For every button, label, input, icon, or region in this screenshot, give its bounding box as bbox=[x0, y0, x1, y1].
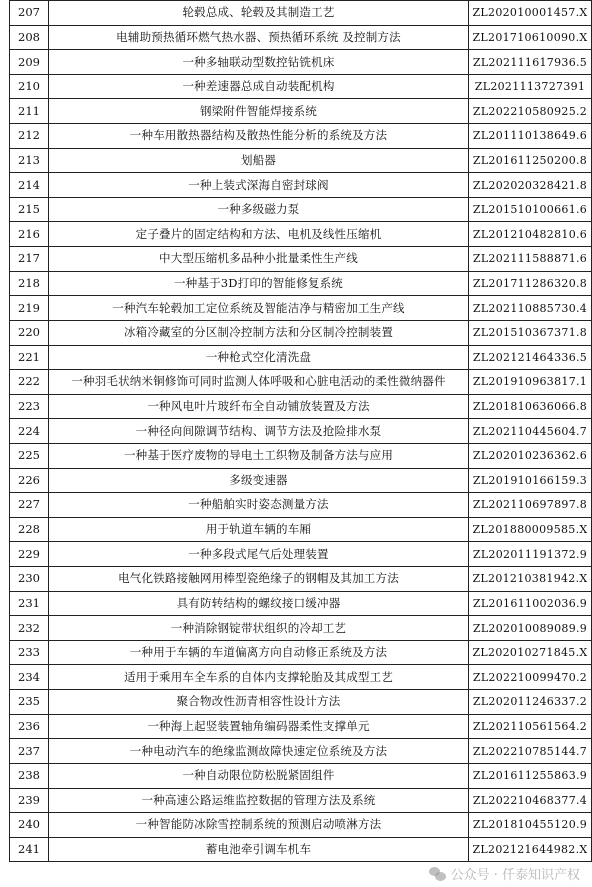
row-number: 231 bbox=[10, 591, 49, 616]
table-row bbox=[10, 690, 592, 715]
row-number: 224 bbox=[10, 419, 49, 444]
patent-title: 蓄电池牵引调车机车 bbox=[49, 837, 469, 862]
patent-title: 一种船舶实时姿态测量方法 bbox=[49, 493, 469, 518]
row-number: 207 bbox=[10, 1, 49, 26]
table-row bbox=[10, 640, 592, 665]
patent-title: 一种多级磁力泵 bbox=[49, 197, 469, 222]
patent-number: ZL201611002036.9 bbox=[469, 591, 592, 616]
table-row bbox=[10, 50, 592, 75]
patent-number: ZL202020328421.8 bbox=[469, 173, 592, 198]
row-number: 220 bbox=[10, 320, 49, 345]
table-row bbox=[10, 99, 592, 124]
patent-title: 定子叠片的固定结构和方法、电机及线性压缩机 bbox=[49, 222, 469, 247]
watermark bbox=[429, 864, 580, 883]
table-row bbox=[10, 320, 592, 345]
patent-number: ZL201611250200.8 bbox=[469, 148, 592, 173]
patent-number: ZL201510100661.6 bbox=[469, 197, 592, 222]
patent-title: 一种多轴联动型数控钻铣机床 bbox=[49, 50, 469, 75]
patent-title: 一种风电叶片玻纤布全自动铺放装置及方法 bbox=[49, 394, 469, 419]
row-number: 241 bbox=[10, 837, 49, 862]
row-number: 232 bbox=[10, 616, 49, 641]
row-number: 222 bbox=[10, 370, 49, 395]
patent-number: ZL201910166159.3 bbox=[469, 468, 592, 493]
patent-title: 一种上装式深海自密封球阀 bbox=[49, 173, 469, 198]
patent-title: 一种高速公路运维监控数据的管理方法及系统 bbox=[49, 788, 469, 813]
patent-title: 划船器 bbox=[49, 148, 469, 173]
patent-number: ZL202121644982.X bbox=[469, 837, 592, 862]
patent-title: 一种电动汽车的绝缘监测故障快速定位系统及方法 bbox=[49, 739, 469, 764]
table-row bbox=[10, 665, 592, 690]
row-number: 210 bbox=[10, 74, 49, 99]
patent-number: ZL202210785144.7 bbox=[469, 739, 592, 764]
patent-title: 一种自动限位防松脱紧固组件 bbox=[49, 763, 469, 788]
table-row bbox=[10, 493, 592, 518]
row-number: 239 bbox=[10, 788, 49, 813]
row-number: 211 bbox=[10, 99, 49, 124]
patent-title: 轮毂总成、轮毂及其制造工艺 bbox=[49, 1, 469, 26]
wechat-icon bbox=[429, 867, 446, 881]
patent-number: ZL201210482810.6 bbox=[469, 222, 592, 247]
patent-title: 聚合物改性沥青相容性设计方法 bbox=[49, 690, 469, 715]
patent-title: 一种多段式尾气后处理装置 bbox=[49, 542, 469, 567]
row-number: 230 bbox=[10, 567, 49, 592]
table-row bbox=[10, 837, 592, 862]
patent-title: 一种海上起竖装置轴角编码器柔性支撑单元 bbox=[49, 714, 469, 739]
patent-title: 一种消除钢锭带状组织的冷却工艺 bbox=[49, 616, 469, 641]
patent-title: 具有防转结构的螺纹接口缓冲器 bbox=[49, 591, 469, 616]
patent-number: ZL202210468377.4 bbox=[469, 788, 592, 813]
row-number: 236 bbox=[10, 714, 49, 739]
table-row bbox=[10, 25, 592, 50]
patent-number: ZL202110561564.2 bbox=[469, 714, 592, 739]
patent-number: ZL202210099470.2 bbox=[469, 665, 592, 690]
table-row bbox=[10, 197, 592, 222]
row-number: 221 bbox=[10, 345, 49, 370]
table-row bbox=[10, 714, 592, 739]
table-row bbox=[10, 763, 592, 788]
table-row bbox=[10, 74, 592, 99]
table-row bbox=[10, 124, 592, 149]
row-number: 238 bbox=[10, 763, 49, 788]
patent-number: ZL202010271845.X bbox=[469, 640, 592, 665]
patent-number: ZL201810636066.8 bbox=[469, 394, 592, 419]
patent-number: ZL202210580925.2 bbox=[469, 99, 592, 124]
patent-title: 冰箱冷藏室的分区制冷控制方法和分区制冷控制装置 bbox=[49, 320, 469, 345]
patent-title: 一种羽毛状纳米铜修饰可同时监测人体呼吸和心脏电活动的柔性微纳器件 bbox=[49, 370, 469, 395]
row-number: 227 bbox=[10, 493, 49, 518]
table-row bbox=[10, 813, 592, 838]
patent-title: 一种基于医疗废物的导电土工织物及制备方法与应用 bbox=[49, 443, 469, 468]
patent-title: 一种径向间隙调节结构、调节方法及抢险排水泵 bbox=[49, 419, 469, 444]
patent-number: ZL202110445604.7 bbox=[469, 419, 592, 444]
patent-title: 多级变速器 bbox=[49, 468, 469, 493]
patent-number: ZL202011246337.2 bbox=[469, 690, 592, 715]
table-row bbox=[10, 419, 592, 444]
patent-title: 一种基于3D打印的智能修复系统 bbox=[49, 271, 469, 296]
row-number: 233 bbox=[10, 640, 49, 665]
patent-title: 钢梁附件智能焊接系统 bbox=[49, 99, 469, 124]
patent-number: ZL201910963817.1 bbox=[469, 370, 592, 395]
row-number: 240 bbox=[10, 813, 49, 838]
table-row bbox=[10, 370, 592, 395]
patent-number: ZL201510367371.8 bbox=[469, 320, 592, 345]
row-number: 214 bbox=[10, 173, 49, 198]
table-row bbox=[10, 542, 592, 567]
row-number: 209 bbox=[10, 50, 49, 75]
patent-title: 电气化铁路接触网用棒型瓷绝缘子的钢帽及其加工方法 bbox=[49, 567, 469, 592]
table-row bbox=[10, 468, 592, 493]
patent-title: 一种汽车轮毂加工定位系统及智能洁净与精密加工生产线 bbox=[49, 296, 469, 321]
patent-number: ZL2021113727391 bbox=[469, 74, 592, 99]
row-number: 218 bbox=[10, 271, 49, 296]
row-number: 212 bbox=[10, 124, 49, 149]
patent-number: ZL201210381942.X bbox=[469, 567, 592, 592]
patent-title: 一种枪式空化清洗盘 bbox=[49, 345, 469, 370]
table-row bbox=[10, 739, 592, 764]
row-number: 226 bbox=[10, 468, 49, 493]
patent-number: ZL201711286320.8 bbox=[469, 271, 592, 296]
patent-title: 一种智能防冰除雪控制系统的预测启动喷淋方法 bbox=[49, 813, 469, 838]
row-number: 229 bbox=[10, 542, 49, 567]
patent-title: 一种用于车辆的车道偏离方向自动修正系统及方法 bbox=[49, 640, 469, 665]
table-row bbox=[10, 247, 592, 272]
table-row bbox=[10, 517, 592, 542]
table-row bbox=[10, 345, 592, 370]
table-row bbox=[10, 222, 592, 247]
table-row bbox=[10, 591, 592, 616]
row-number: 225 bbox=[10, 443, 49, 468]
table-row bbox=[10, 394, 592, 419]
patent-number: ZL201710610090.X bbox=[469, 25, 592, 50]
table-row bbox=[10, 1, 592, 26]
row-number: 216 bbox=[10, 222, 49, 247]
row-number: 217 bbox=[10, 247, 49, 272]
patent-title: 中大型压缩机多品种小批量柔性生产线 bbox=[49, 247, 469, 272]
patent-number: ZL202111617936.5 bbox=[469, 50, 592, 75]
row-number: 228 bbox=[10, 517, 49, 542]
table-row bbox=[10, 173, 592, 198]
row-number: 215 bbox=[10, 197, 49, 222]
row-number: 234 bbox=[10, 665, 49, 690]
patent-number: ZL202010236362.6 bbox=[469, 443, 592, 468]
table-row bbox=[10, 296, 592, 321]
patent-title: 一种车用散热器结构及散热性能分析的系统及方法 bbox=[49, 124, 469, 149]
patent-number: ZL202010001457.X bbox=[469, 1, 592, 26]
table-row bbox=[10, 148, 592, 173]
table-row bbox=[10, 443, 592, 468]
table-row bbox=[10, 788, 592, 813]
patent-number: ZL201611255863.9 bbox=[469, 763, 592, 788]
patent-title: 用于轨道车辆的车厢 bbox=[49, 517, 469, 542]
patent-table-body bbox=[10, 1, 592, 862]
row-number: 208 bbox=[10, 25, 49, 50]
patent-number: ZL201880009585.X bbox=[469, 517, 592, 542]
table-row bbox=[10, 271, 592, 296]
row-number: 223 bbox=[10, 394, 49, 419]
patent-number: ZL202010089089.9 bbox=[469, 616, 592, 641]
watermark-text: 公众号 · 仟泰知识产权 bbox=[450, 868, 580, 883]
row-number: 219 bbox=[10, 296, 49, 321]
patent-title: 适用于乘用车全车系的自体内支撑轮胎及其成型工艺 bbox=[49, 665, 469, 690]
patent-number: ZL202110885730.4 bbox=[469, 296, 592, 321]
patent-number: ZL202111588871.6 bbox=[469, 247, 592, 272]
patent-number: ZL202011191372.9 bbox=[469, 542, 592, 567]
patent-number: ZL202121464336.5 bbox=[469, 345, 592, 370]
row-number: 235 bbox=[10, 690, 49, 715]
patent-title: 电辅助预热循环燃气热水器、预热循环系统 及控制方法 bbox=[49, 25, 469, 50]
patent-number: ZL202110697897.8 bbox=[469, 493, 592, 518]
patent-number: ZL201810455120.9 bbox=[469, 813, 592, 838]
patent-table bbox=[9, 0, 592, 862]
table-row bbox=[10, 567, 592, 592]
patent-title: 一种差速器总成自动装配机构 bbox=[49, 74, 469, 99]
patent-number: ZL201110138649.6 bbox=[469, 124, 592, 149]
row-number: 213 bbox=[10, 148, 49, 173]
row-number: 237 bbox=[10, 739, 49, 764]
table-row bbox=[10, 616, 592, 641]
